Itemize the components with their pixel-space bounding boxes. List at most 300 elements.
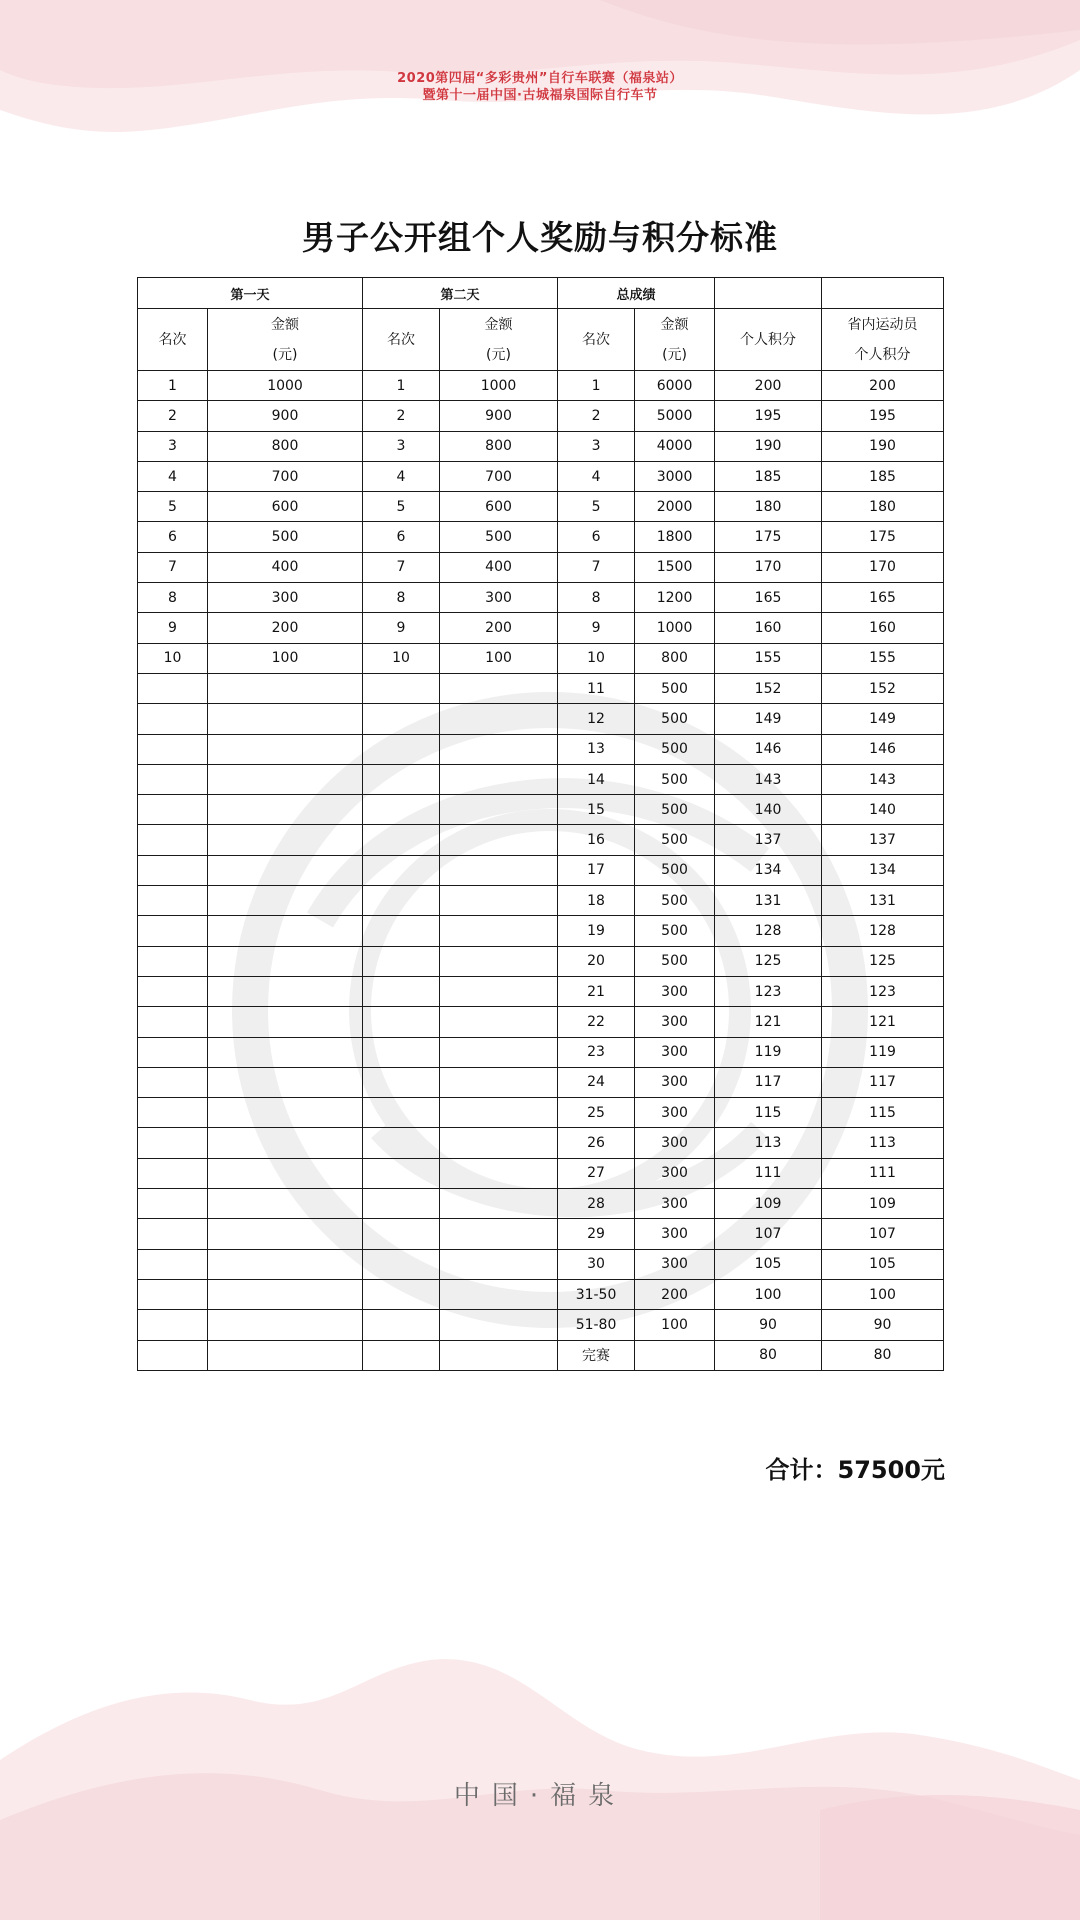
cell-rank-overall: 20	[558, 946, 635, 976]
table-row	[138, 1067, 944, 1097]
cell-amount-day1	[208, 1067, 363, 1097]
cell-amount-day1: 800	[208, 431, 363, 461]
cell-rank-day2	[363, 1007, 440, 1037]
table-row	[138, 1158, 944, 1188]
cell-amount-day2	[440, 1098, 558, 1128]
cell-rank-overall: 29	[558, 1219, 635, 1249]
cell-points: 125	[715, 946, 822, 976]
cell-points: 185	[715, 461, 822, 491]
table-row	[138, 371, 944, 401]
cell-rank-overall: 30	[558, 1249, 635, 1279]
cell-rank-day1	[138, 976, 208, 1006]
cell-rank-overall: 完赛	[558, 1340, 635, 1370]
cell-points: 90	[715, 1310, 822, 1340]
cell-amount-day1	[208, 1098, 363, 1128]
table-row	[138, 1189, 944, 1219]
cell-rank-overall: 15	[558, 795, 635, 825]
cell-rank-overall: 11	[558, 673, 635, 703]
cell-rank-day1	[138, 673, 208, 703]
cell-amount-day1	[208, 1249, 363, 1279]
table-row	[138, 552, 944, 582]
cell-rank-day1	[138, 734, 208, 764]
cell-amount-day2	[440, 1037, 558, 1067]
cell-amount-day2	[440, 946, 558, 976]
cell-rank-day1	[138, 855, 208, 885]
cell-rank-day2	[363, 1158, 440, 1188]
cell-points: 140	[715, 795, 822, 825]
cell-amount-day1	[208, 825, 363, 855]
cell-amount-day2: 800	[440, 431, 558, 461]
cell-provincial-points: 80	[822, 1340, 944, 1370]
cell-amount-day2	[440, 855, 558, 885]
cell-amount-day2: 400	[440, 552, 558, 582]
cell-rank-day2: 2	[363, 401, 440, 431]
col-amount-day1	[208, 309, 363, 371]
cell-amount-day2	[440, 886, 558, 916]
cell-provincial-points: 105	[822, 1249, 944, 1279]
cell-rank-overall: 24	[558, 1067, 635, 1097]
cell-provincial-points: 143	[822, 764, 944, 794]
table-row	[138, 522, 944, 552]
cell-amount-day2: 100	[440, 643, 558, 673]
group-empty	[715, 278, 822, 309]
table-row	[138, 976, 944, 1006]
cell-amount-day1	[208, 1310, 363, 1340]
cell-amount-day2: 700	[440, 461, 558, 491]
table-row	[138, 583, 944, 613]
cell-provincial-points: 113	[822, 1128, 944, 1158]
cell-rank-day2	[363, 673, 440, 703]
cell-amount-day1: 900	[208, 401, 363, 431]
event-title-line2: 暨第十一届中国·古城福泉国际自行车节	[422, 88, 658, 103]
cell-amount-day1	[208, 886, 363, 916]
cell-amount-overall: 1500	[635, 552, 715, 582]
cell-rank-day2	[363, 704, 440, 734]
cell-rank-day2	[363, 1310, 440, 1340]
cell-amount-day2	[440, 976, 558, 1006]
event-header	[0, 70, 1080, 104]
cell-points: 155	[715, 643, 822, 673]
cell-amount-day2	[440, 1158, 558, 1188]
cell-amount-overall: 500	[635, 734, 715, 764]
table-row	[138, 401, 944, 431]
cell-amount-overall: 500	[635, 673, 715, 703]
cell-rank-day1: 10	[138, 643, 208, 673]
cell-provincial-points: 160	[822, 613, 944, 643]
cell-rank-overall: 23	[558, 1037, 635, 1067]
cell-points: 131	[715, 886, 822, 916]
cell-amount-day1: 300	[208, 583, 363, 613]
cell-amount-overall	[635, 1340, 715, 1370]
cell-rank-day1: 4	[138, 461, 208, 491]
cell-points: 107	[715, 1219, 822, 1249]
table-row	[138, 1037, 944, 1067]
page-title: 男子公开组个人奖励与积分标准	[302, 218, 778, 257]
cell-rank-overall: 14	[558, 764, 635, 794]
col-amount-overall	[635, 309, 715, 371]
cell-amount-day1	[208, 704, 363, 734]
cell-amount-overall: 300	[635, 1189, 715, 1219]
cell-rank-day1	[138, 1067, 208, 1097]
cell-rank-day1	[138, 825, 208, 855]
cell-rank-day2: 4	[363, 461, 440, 491]
table-row	[138, 886, 944, 916]
cell-amount-overall: 300	[635, 1037, 715, 1067]
cell-points: 111	[715, 1158, 822, 1188]
cell-provincial-points: 115	[822, 1098, 944, 1128]
table-row	[138, 1219, 944, 1249]
cell-provincial-points: 185	[822, 461, 944, 491]
cell-rank-day1	[138, 704, 208, 734]
cell-amount-overall: 800	[635, 643, 715, 673]
table-row	[138, 1279, 944, 1309]
cell-provincial-points: 134	[822, 855, 944, 885]
cell-amount-overall: 5000	[635, 401, 715, 431]
cell-rank-overall: 5	[558, 492, 635, 522]
cell-rank-day2: 5	[363, 492, 440, 522]
cell-rank-day2: 6	[363, 522, 440, 552]
cell-amount-day2	[440, 1279, 558, 1309]
cell-amount-day1	[208, 855, 363, 885]
cell-amount-day1	[208, 1158, 363, 1188]
cell-amount-overall: 500	[635, 855, 715, 885]
cell-provincial-points: 111	[822, 1158, 944, 1188]
cell-amount-day1: 600	[208, 492, 363, 522]
cell-rank-overall: 3	[558, 431, 635, 461]
cell-points: 115	[715, 1098, 822, 1128]
cell-amount-day1: 400	[208, 552, 363, 582]
col-amount-unit: (元)	[662, 346, 687, 363]
cell-rank-day1	[138, 1279, 208, 1309]
cell-points: 146	[715, 734, 822, 764]
cell-amount-overall: 500	[635, 795, 715, 825]
cell-rank-day2	[363, 1128, 440, 1158]
cell-provincial-points: 190	[822, 431, 944, 461]
cell-rank-day1	[138, 1007, 208, 1037]
cell-rank-day1: 5	[138, 492, 208, 522]
col-prov-label: 省内运动员	[847, 316, 918, 333]
cell-amount-day1	[208, 976, 363, 1006]
table-row	[138, 431, 944, 461]
cell-amount-overall: 300	[635, 1249, 715, 1279]
cell-rank-overall: 4	[558, 461, 635, 491]
cell-points: 175	[715, 522, 822, 552]
cell-points: 149	[715, 704, 822, 734]
cell-amount-overall: 500	[635, 764, 715, 794]
cell-points: 109	[715, 1189, 822, 1219]
cell-amount-day1	[208, 764, 363, 794]
cell-amount-day2	[440, 1249, 558, 1279]
cell-amount-day1	[208, 946, 363, 976]
cell-rank-day2	[363, 1098, 440, 1128]
cell-amount-overall: 300	[635, 1098, 715, 1128]
cell-provincial-points: 123	[822, 976, 944, 1006]
cell-amount-day2	[440, 1310, 558, 1340]
table-row	[138, 492, 944, 522]
table-row	[138, 1310, 944, 1340]
cell-rank-day1	[138, 764, 208, 794]
cell-rank-day2	[363, 976, 440, 1006]
cell-rank-overall: 28	[558, 1189, 635, 1219]
cell-rank-day2	[363, 1189, 440, 1219]
cell-points: 137	[715, 825, 822, 855]
cell-rank-day2: 1	[363, 371, 440, 401]
cell-points: 128	[715, 916, 822, 946]
cell-points: 143	[715, 764, 822, 794]
cell-provincial-points: 195	[822, 401, 944, 431]
cell-rank-day2	[363, 1067, 440, 1097]
cell-rank-overall: 17	[558, 855, 635, 885]
cell-provincial-points: 109	[822, 1189, 944, 1219]
cell-rank-day1	[138, 916, 208, 946]
cell-amount-day1: 500	[208, 522, 363, 552]
cell-rank-day1	[138, 1340, 208, 1370]
table-row	[138, 825, 944, 855]
col-amount-unit: (元)	[272, 346, 298, 363]
cell-amount-day1	[208, 1279, 363, 1309]
cell-provincial-points: 117	[822, 1067, 944, 1097]
cell-amount-day2	[440, 1189, 558, 1219]
total-amount: 合计：57500元	[765, 1456, 945, 1484]
cell-amount-overall: 300	[635, 1067, 715, 1097]
table-row	[138, 795, 944, 825]
cell-amount-day2: 500	[440, 522, 558, 552]
cell-amount-day1: 100	[208, 643, 363, 673]
cell-amount-day1: 1000	[208, 371, 363, 401]
col-prov-label2: 个人积分	[854, 346, 911, 363]
col-points: 个人积分	[715, 309, 822, 371]
cell-provincial-points: 152	[822, 673, 944, 703]
col-amount-label: 金额	[271, 316, 299, 333]
cell-rank-day1: 7	[138, 552, 208, 582]
cell-rank-day1	[138, 1189, 208, 1219]
cell-provincial-points: 149	[822, 704, 944, 734]
cell-amount-day2	[440, 673, 558, 703]
group-day2: 第二天	[363, 278, 558, 309]
cell-rank-day1: 2	[138, 401, 208, 431]
cell-amount-overall: 500	[635, 946, 715, 976]
cell-amount-overall: 500	[635, 916, 715, 946]
cell-points: 200	[715, 371, 822, 401]
cell-rank-overall: 12	[558, 704, 635, 734]
cell-amount-overall: 1000	[635, 613, 715, 643]
cell-rank-overall: 7	[558, 552, 635, 582]
cell-amount-day2	[440, 1340, 558, 1370]
cell-amount-day2	[440, 916, 558, 946]
table-row	[138, 1098, 944, 1128]
cell-points: 121	[715, 1007, 822, 1037]
cell-provincial-points: 90	[822, 1310, 944, 1340]
group-day1: 第一天	[138, 278, 363, 309]
cell-rank-day1	[138, 1158, 208, 1188]
cell-points: 160	[715, 613, 822, 643]
cell-rank-overall: 13	[558, 734, 635, 764]
cell-points: 100	[715, 1279, 822, 1309]
cell-rank-day2	[363, 734, 440, 764]
cell-rank-overall: 9	[558, 613, 635, 643]
cell-amount-day1	[208, 1037, 363, 1067]
cell-rank-day1: 1	[138, 371, 208, 401]
cell-rank-day1	[138, 1098, 208, 1128]
cell-points: 190	[715, 431, 822, 461]
cell-provincial-points: 100	[822, 1279, 944, 1309]
cell-points: 134	[715, 855, 822, 885]
col-rank-overall: 名次	[558, 309, 635, 371]
col-rank-day1: 名次	[138, 309, 208, 371]
table-row	[138, 704, 944, 734]
cell-amount-overall: 500	[635, 825, 715, 855]
table-row	[138, 764, 944, 794]
cell-amount-overall: 200	[635, 1279, 715, 1309]
cell-amount-day1	[208, 1189, 363, 1219]
cell-rank-overall: 18	[558, 886, 635, 916]
cell-rank-day2	[363, 916, 440, 946]
cell-points: 80	[715, 1340, 822, 1370]
cell-points: 152	[715, 673, 822, 703]
cell-amount-overall: 1200	[635, 583, 715, 613]
cell-amount-day1	[208, 1219, 363, 1249]
cell-provincial-points: 121	[822, 1007, 944, 1037]
table-row	[138, 734, 944, 764]
cell-rank-day1	[138, 946, 208, 976]
cell-rank-day2	[363, 1219, 440, 1249]
col-provincial-points	[822, 309, 944, 371]
col-amount-day2	[440, 309, 558, 371]
cell-rank-day2	[363, 855, 440, 885]
cell-rank-day2: 9	[363, 613, 440, 643]
cell-amount-day1: 700	[208, 461, 363, 491]
cell-amount-overall: 300	[635, 1158, 715, 1188]
cell-amount-day2	[440, 734, 558, 764]
cell-amount-day2	[440, 1007, 558, 1037]
table-row	[138, 1249, 944, 1279]
cell-amount-day2	[440, 764, 558, 794]
group-header-row	[138, 278, 944, 309]
cell-amount-overall: 300	[635, 1219, 715, 1249]
cell-points: 113	[715, 1128, 822, 1158]
col-amount-label: 金额	[484, 316, 513, 333]
cell-rank-overall: 25	[558, 1098, 635, 1128]
cell-rank-day1	[138, 1249, 208, 1279]
cell-rank-day2	[363, 1279, 440, 1309]
group-overall: 总成绩	[558, 278, 715, 309]
footer-location: 中国·福泉	[453, 1781, 627, 1811]
cell-rank-day1	[138, 1128, 208, 1158]
cell-amount-day2: 1000	[440, 371, 558, 401]
cell-rank-day1: 3	[138, 431, 208, 461]
cell-rank-day1: 8	[138, 583, 208, 613]
cell-points: 119	[715, 1037, 822, 1067]
cell-amount-day2: 200	[440, 613, 558, 643]
cell-rank-overall: 10	[558, 643, 635, 673]
cell-rank-day2	[363, 795, 440, 825]
cell-provincial-points: 180	[822, 492, 944, 522]
cell-provincial-points: 119	[822, 1037, 944, 1067]
cell-amount-day2: 900	[440, 401, 558, 431]
cell-amount-overall: 2000	[635, 492, 715, 522]
cell-rank-day2	[363, 1340, 440, 1370]
cell-provincial-points: 107	[822, 1219, 944, 1249]
cell-amount-overall: 500	[635, 886, 715, 916]
cell-rank-day1	[138, 795, 208, 825]
cell-amount-day1: 200	[208, 613, 363, 643]
cell-amount-day1	[208, 795, 363, 825]
cell-amount-overall: 300	[635, 1128, 715, 1158]
cell-rank-day2: 8	[363, 583, 440, 613]
cell-rank-day2	[363, 764, 440, 794]
table-row	[138, 916, 944, 946]
cell-rank-day2	[363, 1249, 440, 1279]
cell-amount-overall: 6000	[635, 371, 715, 401]
cell-amount-day1	[208, 1340, 363, 1370]
cell-provincial-points: 170	[822, 552, 944, 582]
cell-amount-day1	[208, 673, 363, 703]
prize-points-table	[137, 277, 944, 1371]
table-row	[138, 461, 944, 491]
cell-rank-overall: 16	[558, 825, 635, 855]
cell-rank-overall: 27	[558, 1158, 635, 1188]
cell-amount-overall: 1800	[635, 522, 715, 552]
cell-amount-overall: 300	[635, 1007, 715, 1037]
cell-amount-day2	[440, 795, 558, 825]
cell-amount-day2	[440, 1128, 558, 1158]
cell-amount-day1	[208, 1007, 363, 1037]
cell-provincial-points: 155	[822, 643, 944, 673]
cell-provincial-points: 137	[822, 825, 944, 855]
cell-provincial-points: 128	[822, 916, 944, 946]
table-row	[138, 1340, 944, 1370]
cell-rank-overall: 21	[558, 976, 635, 1006]
table-row	[138, 946, 944, 976]
cell-rank-overall: 8	[558, 583, 635, 613]
cell-amount-overall: 4000	[635, 431, 715, 461]
cell-rank-day1	[138, 886, 208, 916]
cell-rank-day1: 9	[138, 613, 208, 643]
cell-rank-day2: 10	[363, 643, 440, 673]
cell-amount-day2	[440, 704, 558, 734]
cell-rank-overall: 2	[558, 401, 635, 431]
table-row	[138, 1007, 944, 1037]
cell-points: 117	[715, 1067, 822, 1097]
cell-rank-day2: 3	[363, 431, 440, 461]
cell-rank-overall: 6	[558, 522, 635, 552]
col-amount-label: 金额	[660, 316, 689, 333]
group-empty	[822, 278, 944, 309]
cell-points: 105	[715, 1249, 822, 1279]
table-row	[138, 643, 944, 673]
cell-provincial-points: 146	[822, 734, 944, 764]
cell-rank-day2	[363, 1037, 440, 1067]
cell-rank-overall: 22	[558, 1007, 635, 1037]
cell-rank-overall: 31-50	[558, 1279, 635, 1309]
cell-rank-overall: 51-80	[558, 1310, 635, 1340]
cell-amount-overall: 500	[635, 704, 715, 734]
cell-amount-day2	[440, 1067, 558, 1097]
table-row	[138, 855, 944, 885]
cell-points: 180	[715, 492, 822, 522]
cell-rank-day2	[363, 825, 440, 855]
cell-amount-overall: 300	[635, 976, 715, 1006]
cell-provincial-points: 165	[822, 583, 944, 613]
table-row	[138, 1128, 944, 1158]
cell-points: 195	[715, 401, 822, 431]
cell-points: 165	[715, 583, 822, 613]
cell-amount-day2: 600	[440, 492, 558, 522]
event-title-line1: 2020第四届“多彩贵州”自行车联赛（福泉站）	[397, 71, 683, 86]
cell-rank-day1	[138, 1310, 208, 1340]
cell-amount-day2: 300	[440, 583, 558, 613]
cell-amount-day2	[440, 825, 558, 855]
